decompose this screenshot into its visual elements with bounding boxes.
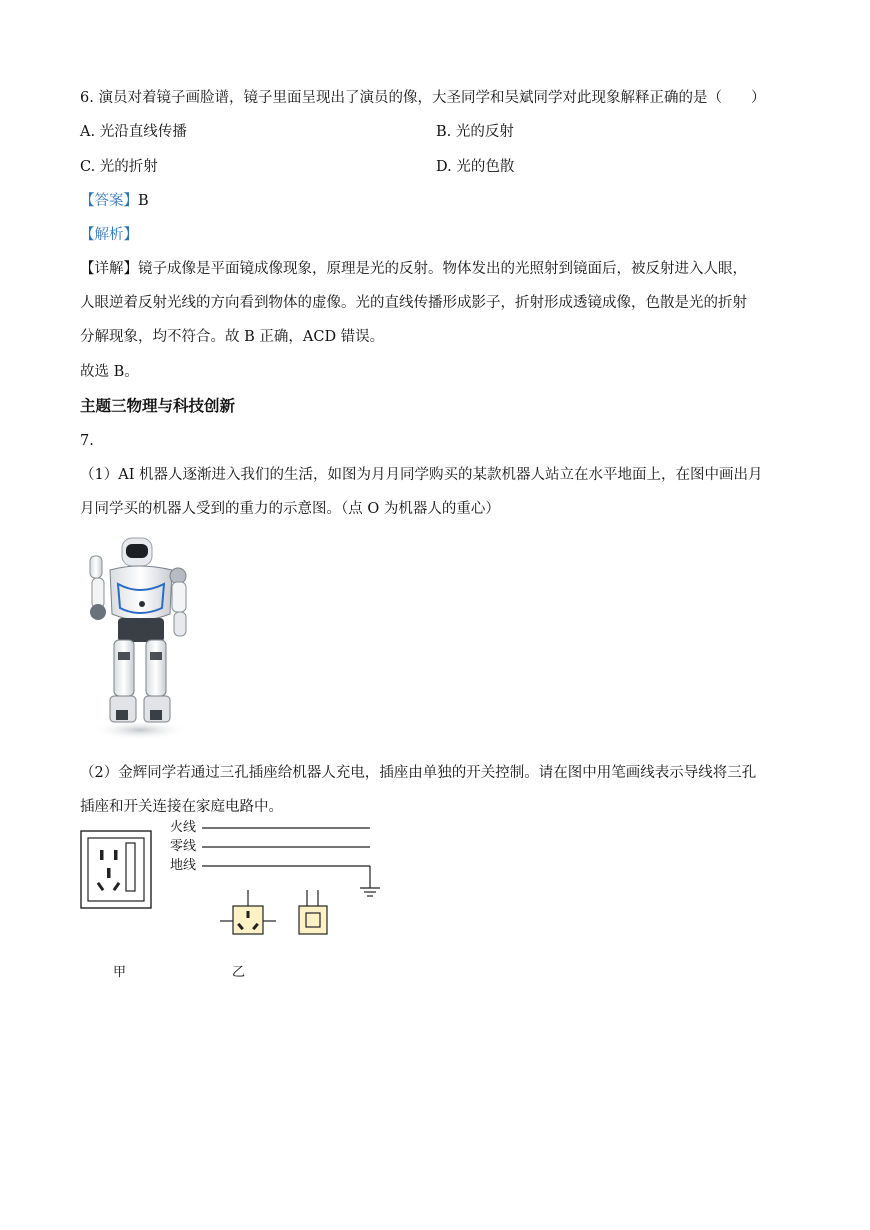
q6-detail-line-3: 分解现象，均不符合。故 B 正确，ACD 错误。 — [80, 329, 385, 345]
detail-text-1: 镜子成像是平面镜成像现象，原理是光的反射。物体发出的光照射到镜面后，被反射进入人眼， — [138, 261, 747, 277]
robot-figure — [80, 534, 200, 744]
q6-answer — [80, 191, 149, 211]
q7-part2-line-2: 插座和开关连接在家庭电路中。 — [80, 799, 283, 815]
q7-part1-line-2: 月同学买的机器人受到的重力的示意图。（点 O 为机器人的重心） — [80, 501, 500, 517]
q6-option-a: A. 光沿直线传播 — [80, 124, 187, 140]
q7-part2-line-1: （2）金辉同学若通过三孔插座给机器人充电，插座由单独的开关控制。请在图中用笔画线表示导线将三孔 — [80, 765, 757, 781]
answer-tag: 【答案】 — [80, 193, 138, 209]
wire-label-neutral: 零线 — [170, 839, 197, 854]
socket-face-figure — [80, 830, 152, 910]
figure-label-yi: 乙 — [232, 965, 246, 980]
section-heading: 主题三物理与科技创新 — [80, 397, 236, 415]
analysis-tag: 【解析】 — [80, 227, 138, 243]
figure-label-jia: 甲 — [113, 965, 127, 980]
circuit-figure — [200, 820, 390, 940]
q7-number: 7. — [80, 433, 94, 449]
q6-option-b: B. 光的反射 — [436, 124, 514, 140]
q6-detail-line-2: 人眼逆着反射光线的方向看到物体的虚像。光的直线传播形成影子，折射形成透镜成像，色散是光的折射 — [80, 295, 747, 311]
q6-option-d: D. 光的色散 — [436, 159, 515, 175]
wire-label-live: 火线 — [170, 820, 197, 835]
detail-tag: 【详解】 — [80, 261, 138, 277]
answer-value: B — [138, 193, 149, 209]
q6-conclusion: 故选 B。 — [80, 364, 139, 380]
q6-option-c: C. 光的折射 — [80, 159, 158, 175]
q7-part1-line-1: （1）AI 机器人逐渐进入我们的生活，如图为月月同学购买的某款机器人站立在水平地面上，在图中画出月 — [80, 467, 763, 483]
wire-label-ground: 地线 — [170, 858, 197, 873]
q6-stem: 6. 演员对着镜子画脸谱，镜子里面呈现出了演员的像，大圣同学和吴斌同学对此现象解释正确的是（ ） — [80, 90, 766, 106]
q6-detail-line-1 — [80, 259, 747, 279]
